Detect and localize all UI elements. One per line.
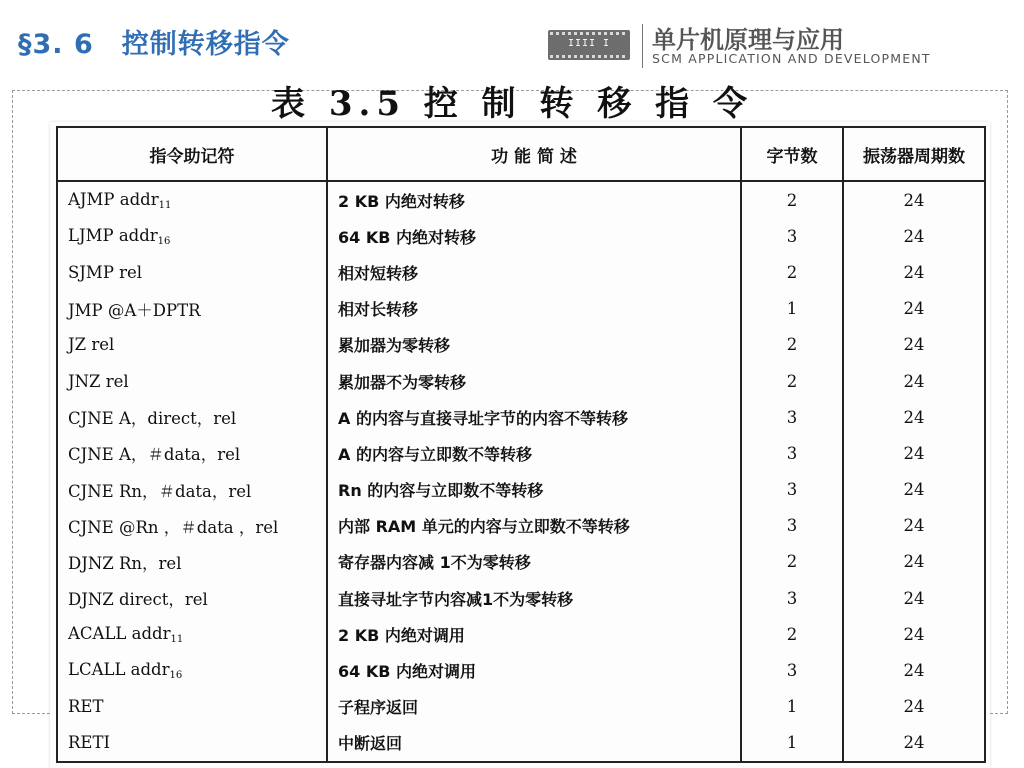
table-row <box>57 616 985 652</box>
mnemonic-cell <box>57 363 327 399</box>
mnemonic-subscript: 16 <box>169 670 183 682</box>
mnemonic-cell <box>57 725 327 762</box>
mnemonic-text: JZ rel <box>68 335 115 355</box>
table-body <box>57 181 985 762</box>
cycles-cell: 24 <box>843 254 985 290</box>
table-header-row <box>57 127 985 181</box>
column-header-mnemonic: 指令助记符 <box>57 127 327 181</box>
mnemonic-text: JNZ rel <box>68 371 129 391</box>
column-header-bytes: 字节数 <box>741 127 843 181</box>
bytes-cell: 2 <box>741 254 843 290</box>
mnemonic-text: CJNE A，＃data，rel <box>68 445 241 465</box>
table-title: 表 3.5 控 制 转 移 指 令 <box>270 84 753 124</box>
mnemonic-subscript: 11 <box>170 633 184 645</box>
cycles-cell: 24 <box>843 435 985 471</box>
table-row <box>57 652 985 688</box>
table-row <box>57 544 985 580</box>
mnemonic-cell <box>57 580 327 616</box>
mnemonic-text: JMP @A＋DPTR <box>68 300 201 320</box>
table-row <box>57 363 985 399</box>
mnemonic-cell <box>57 689 327 725</box>
table-row <box>57 580 985 616</box>
mnemonic-text: CJNE A，direct，rel <box>68 409 237 429</box>
bytes-cell: 3 <box>741 218 843 254</box>
mnemonic-cell <box>57 616 327 652</box>
chip-icon <box>548 30 630 60</box>
mnemonic-cell <box>57 327 327 363</box>
function-cell: 64 KB 内绝对调用 <box>327 652 741 688</box>
brand-block <box>548 22 1018 72</box>
cycles-cell: 24 <box>843 327 985 363</box>
table-row <box>57 291 985 327</box>
mnemonic-text: ACALL addr <box>68 623 171 643</box>
bytes-cell: 2 <box>741 616 843 652</box>
cycles-cell: 24 <box>843 399 985 435</box>
function-cell: 累加器不为零转移 <box>327 363 741 399</box>
instruction-table <box>56 126 986 763</box>
cycles-cell: 24 <box>843 689 985 725</box>
function-cell: 内部 RAM 单元的内容与立即数不等转移 <box>327 508 741 544</box>
mnemonic-cell <box>57 254 327 290</box>
chip-label: IIII I <box>567 38 611 49</box>
mnemonic-cell <box>57 399 327 435</box>
section-heading: §3. 6 控制转移指令 <box>18 29 290 60</box>
cycles-cell: 24 <box>843 291 985 327</box>
cycles-cell: 24 <box>843 181 985 218</box>
table-row <box>57 689 985 725</box>
function-cell: A 的内容与直接寻址字节的内容不等转移 <box>327 399 741 435</box>
mnemonic-text: LCALL addr <box>68 660 170 680</box>
table-row <box>57 327 985 363</box>
mnemonic-text: RETI <box>68 733 110 753</box>
cycles-cell: 24 <box>843 472 985 508</box>
function-cell: 2 KB 内绝对转移 <box>327 181 741 218</box>
column-header-cycles: 振荡器周期数 <box>843 127 985 181</box>
cycles-cell: 24 <box>843 616 985 652</box>
mnemonic-text: DJNZ direct，rel <box>68 590 208 610</box>
function-cell: A 的内容与立即数不等转移 <box>327 435 741 471</box>
mnemonic-cell <box>57 544 327 580</box>
cycles-cell: 24 <box>843 544 985 580</box>
bytes-cell: 3 <box>741 580 843 616</box>
mnemonic-cell <box>57 181 327 218</box>
cycles-cell: 24 <box>843 363 985 399</box>
cycles-cell: 24 <box>843 725 985 762</box>
table-row <box>57 472 985 508</box>
bytes-cell: 2 <box>741 363 843 399</box>
mnemonic-cell <box>57 218 327 254</box>
column-header-function: 功 能 简 述 <box>327 127 741 181</box>
bytes-cell: 3 <box>741 652 843 688</box>
mnemonic-text: CJNE Rn，＃data，rel <box>68 481 252 501</box>
table-row <box>57 508 985 544</box>
mnemonic-text: DJNZ Rn，rel <box>68 553 182 573</box>
bytes-cell: 2 <box>741 327 843 363</box>
bytes-cell: 1 <box>741 725 843 762</box>
mnemonic-cell <box>57 472 327 508</box>
function-cell: 中断返回 <box>327 725 741 762</box>
table-row <box>57 218 985 254</box>
cycles-cell: 24 <box>843 218 985 254</box>
mnemonic-text: RET <box>68 697 104 717</box>
function-cell: Rn 的内容与立即数不等转移 <box>327 472 741 508</box>
mnemonic-text: LJMP addr <box>68 225 158 245</box>
mnemonic-cell <box>57 508 327 544</box>
brand-divider <box>642 24 643 68</box>
table-row <box>57 181 985 218</box>
mnemonic-subscript: 16 <box>157 235 171 247</box>
mnemonic-cell <box>57 291 327 327</box>
brand-title: 单片机原理与应用 <box>652 25 844 54</box>
function-cell: 寄存器内容减 1不为零转移 <box>327 544 741 580</box>
bytes-cell: 2 <box>741 544 843 580</box>
function-cell: 相对短转移 <box>327 254 741 290</box>
bytes-cell: 3 <box>741 508 843 544</box>
function-cell: 子程序返回 <box>327 689 741 725</box>
mnemonic-text: SJMP rel <box>68 262 143 282</box>
mnemonic-text: AJMP addr <box>68 189 159 209</box>
table-row <box>57 725 985 762</box>
cycles-cell: 24 <box>843 580 985 616</box>
function-cell: 累加器为零转移 <box>327 327 741 363</box>
table-row <box>57 254 985 290</box>
function-cell: 相对长转移 <box>327 291 741 327</box>
cycles-cell: 24 <box>843 508 985 544</box>
table-scan <box>50 122 990 768</box>
cycles-cell: 24 <box>843 652 985 688</box>
function-cell: 64 KB 内绝对转移 <box>327 218 741 254</box>
bytes-cell: 2 <box>741 181 843 218</box>
mnemonic-text: CJNE @Rn ，＃data ，rel <box>68 517 279 537</box>
mnemonic-subscript: 11 <box>158 199 172 211</box>
table-row <box>57 399 985 435</box>
bytes-cell: 3 <box>741 472 843 508</box>
function-cell: 2 KB 内绝对调用 <box>327 616 741 652</box>
function-cell: 直接寻址字节内容减1不为零转移 <box>327 580 741 616</box>
mnemonic-cell <box>57 435 327 471</box>
bytes-cell: 1 <box>741 291 843 327</box>
bytes-cell: 3 <box>741 399 843 435</box>
mnemonic-cell <box>57 652 327 688</box>
bytes-cell: 1 <box>741 689 843 725</box>
brand-subtitle: SCM APPLICATION AND DEVELOPMENT <box>652 51 931 66</box>
bytes-cell: 3 <box>741 435 843 471</box>
table-row <box>57 435 985 471</box>
